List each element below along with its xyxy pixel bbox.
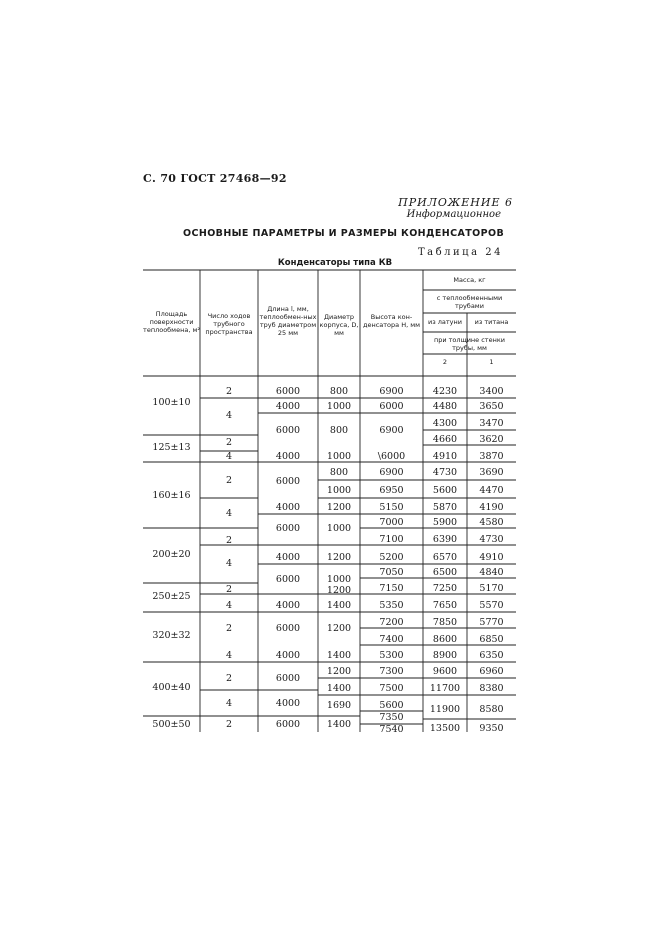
- titanium-mass-cell: 5570: [479, 600, 504, 611]
- length-cell: 4000: [275, 552, 301, 563]
- height-cell: 6000: [379, 401, 404, 412]
- area-cell: 320±32: [152, 630, 191, 641]
- height-cell: 6900: [379, 425, 404, 436]
- length-cell: 6000: [275, 425, 301, 436]
- passes-cell: 4: [225, 451, 233, 462]
- brass-mass-cell: 11700: [429, 683, 461, 694]
- height-cell: 7350: [379, 712, 404, 723]
- height-cell: 6900: [379, 467, 404, 478]
- diameter-cell: 1200: [326, 552, 352, 563]
- brass-mass-cell: 4730: [432, 467, 458, 478]
- diameter-cell: 1400: [326, 683, 352, 694]
- area-cell: 100±10: [152, 397, 191, 408]
- passes-cell: 2: [225, 437, 233, 448]
- passes-cell: 4: [225, 410, 233, 421]
- height-cell: 7400: [379, 634, 404, 645]
- height-cell: 5200: [379, 552, 404, 563]
- brass-mass-cell: 4660: [432, 434, 458, 445]
- brass-mass-cell: 8600: [432, 634, 458, 645]
- titanium-mass-cell: 4580: [479, 517, 504, 528]
- col-header-wall: при толщине стенки трубы, мм: [433, 336, 505, 352]
- height-cell: 6900: [379, 386, 404, 397]
- height-cell: 5600: [379, 700, 404, 711]
- titanium-mass-cell: 3620: [479, 434, 504, 445]
- passes-cell: 2: [225, 475, 233, 486]
- titanium-mass-cell: 8580: [479, 704, 504, 715]
- length-cell: 6000: [275, 386, 301, 397]
- passes-cell: 2: [225, 386, 233, 397]
- passes-cell: 4: [225, 698, 233, 709]
- titanium-mass-cell: 5770: [479, 617, 504, 628]
- length-cell: 6000: [275, 523, 301, 534]
- passes-cell: 4: [225, 558, 233, 569]
- length-cell: 4000: [275, 698, 301, 709]
- titanium-mass-cell: 3470: [479, 418, 504, 429]
- titanium-mass-cell: 6850: [479, 634, 504, 645]
- col-header-mass: Масса, кг: [453, 276, 486, 284]
- brass-mass-cell: 6570: [432, 552, 458, 563]
- titanium-mass-cell: 5170: [479, 583, 504, 594]
- height-cell: 7000: [379, 517, 404, 528]
- brass-mass-cell: 8900: [432, 650, 458, 661]
- length-cell: 6000: [275, 476, 301, 487]
- brass-mass-cell: 7250: [432, 583, 458, 594]
- height-cell: 5300: [379, 650, 404, 661]
- diameter-cell: 1000: [326, 485, 352, 496]
- brass-mass-cell: 5870: [432, 502, 458, 513]
- appendix-label: ПРИЛОЖЕНИЕ 6: [398, 196, 513, 209]
- diameter-cell: 1000: [326, 451, 352, 462]
- col-header-passes: Число ходов трубного пространства: [205, 312, 253, 336]
- diameter-cell: 1000: [326, 401, 352, 412]
- col-header-wall-titanium: 1: [489, 358, 494, 366]
- brass-mass-cell: 5900: [432, 517, 458, 528]
- col-header-length: Длина l, мм, теплообмен-ных труб диаметром 25 мм: [259, 305, 317, 337]
- length-cell: 6000: [275, 719, 301, 730]
- col-header-diameter: Диаметр корпуса, D, мм: [319, 313, 359, 337]
- brass-mass-cell: 4230: [432, 386, 458, 397]
- diameter-cell: 800: [329, 386, 349, 397]
- length-cell: 4000: [275, 650, 301, 661]
- diameter-cell: 1200: [326, 502, 352, 513]
- col-header-wall-brass: 2: [442, 358, 448, 366]
- brass-mass-cell: 4910: [432, 451, 458, 462]
- length-cell: 6000: [275, 574, 301, 585]
- titanium-mass-cell: 9350: [479, 723, 504, 734]
- titanium-mass-cell: 8380: [479, 683, 504, 694]
- area-cell: 160±16: [152, 490, 191, 501]
- titanium-mass-cell: 4910: [479, 552, 504, 563]
- titanium-mass-cell: 4730: [479, 534, 504, 545]
- table-number: Таблица 24: [418, 247, 503, 258]
- diameter-cell: 1000: [326, 523, 352, 534]
- diameter-cell: 1000: [326, 574, 352, 585]
- brass-mass-cell: 5600: [432, 485, 458, 496]
- titanium-mass-cell: 3400: [479, 386, 504, 397]
- col-header-tubes: с теплообменными трубами: [436, 294, 503, 310]
- area-cell: 200±20: [152, 549, 191, 560]
- titanium-mass-cell: 3870: [479, 451, 504, 462]
- col-header-titanium: из титана: [474, 318, 509, 326]
- titanium-mass-cell: 6350: [479, 650, 504, 661]
- height-cell: 7050: [379, 567, 404, 578]
- area-cell: 400±40: [152, 682, 191, 693]
- titanium-mass-cell: 4840: [479, 567, 504, 578]
- titanium-mass-cell: 3690: [479, 467, 504, 478]
- diameter-cell: 1400: [326, 719, 352, 730]
- height-cell: \6000: [377, 451, 406, 462]
- col-header-brass: из латуни: [428, 318, 462, 326]
- passes-cell: 4: [225, 508, 233, 519]
- titanium-mass-cell: 6960: [479, 666, 504, 677]
- diameter-cell: 1690: [326, 700, 352, 711]
- main-title: ОСНОВНЫЕ ПАРАМЕТРЫ И РАЗМЕРЫ КОНДЕНСАТОРОВ: [183, 228, 505, 239]
- length-cell: 6000: [275, 673, 301, 684]
- passes-cell: 2: [225, 535, 233, 546]
- appendix-type: Информационное: [406, 209, 501, 220]
- height-cell: 7150: [379, 583, 404, 594]
- diameter-cell: 1200: [326, 623, 352, 634]
- height-cell: 7300: [379, 666, 404, 677]
- titanium-mass-cell: 4470: [479, 485, 504, 496]
- length-cell: 4000: [275, 451, 301, 462]
- length-cell: 4000: [275, 502, 301, 513]
- brass-mass-cell: 7850: [432, 617, 458, 628]
- brass-mass-cell: 9600: [432, 666, 458, 677]
- brass-mass-cell: 7650: [432, 600, 458, 611]
- table-subtitle: Конденсаторы типа КВ: [277, 258, 393, 268]
- brass-mass-cell: 13500: [429, 723, 461, 734]
- page-header: С. 70 ГОСТ 27468—92: [143, 172, 287, 185]
- height-cell: 7500: [379, 683, 404, 694]
- area-cell: 125±13: [152, 442, 191, 453]
- diameter-cell: 1200: [326, 585, 352, 596]
- col-header-area: Площадь поверхности теплообмена, м²: [143, 310, 200, 334]
- area-cell: 500±50: [152, 719, 191, 730]
- height-cell: 5350: [379, 600, 404, 611]
- diameter-cell: 1400: [326, 650, 352, 661]
- brass-mass-cell: 6500: [432, 567, 458, 578]
- height-cell: 7540: [379, 724, 404, 735]
- length-cell: 4000: [275, 600, 301, 611]
- passes-cell: 2: [225, 719, 233, 730]
- diameter-cell: 800: [329, 467, 349, 478]
- height-cell: 7100: [379, 534, 404, 545]
- diameter-cell: 1400: [326, 600, 352, 611]
- brass-mass-cell: 6390: [432, 534, 458, 545]
- titanium-mass-cell: 4190: [479, 502, 504, 513]
- length-cell: 6000: [275, 623, 301, 634]
- area-cell: 250±25: [152, 591, 191, 602]
- passes-cell: 4: [225, 650, 233, 661]
- height-cell: 5150: [379, 502, 404, 513]
- passes-cell: 2: [225, 584, 233, 595]
- diameter-cell: 1200: [326, 666, 352, 677]
- col-header-height: Высота кон-денсатора H, мм: [362, 313, 421, 329]
- brass-mass-cell: 11900: [429, 704, 461, 715]
- brass-mass-cell: 4480: [432, 401, 458, 412]
- passes-cell: 2: [225, 673, 233, 684]
- height-cell: 7200: [379, 617, 404, 628]
- length-cell: 4000: [275, 401, 301, 412]
- passes-cell: 4: [225, 600, 233, 611]
- brass-mass-cell: 4300: [432, 418, 458, 429]
- passes-cell: 2: [225, 623, 233, 634]
- diameter-cell: 800: [329, 425, 349, 436]
- height-cell: 6950: [379, 485, 404, 496]
- titanium-mass-cell: 3650: [479, 401, 504, 412]
